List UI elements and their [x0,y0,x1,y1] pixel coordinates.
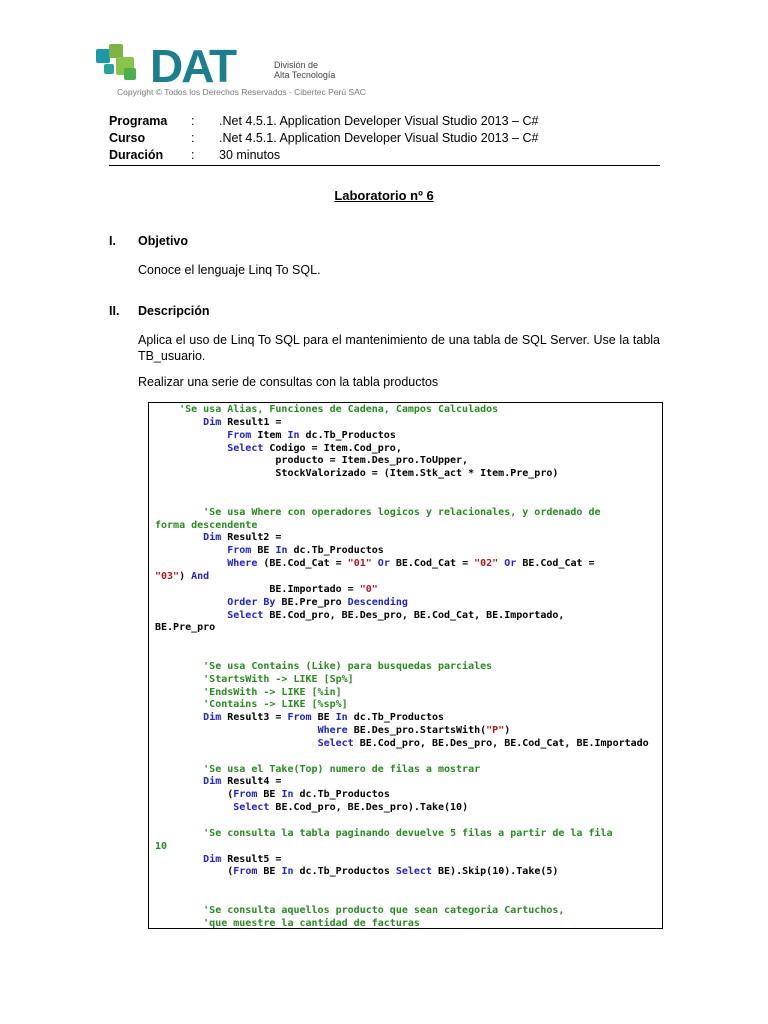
code-token: Dim [203,853,222,865]
code-line [155,404,662,417]
code-token: Where [227,558,258,570]
code-listing [148,402,663,929]
code-token: In [275,545,288,557]
code-line [155,417,662,430]
code-line [155,854,662,867]
code-token: From [227,545,252,557]
code-line [155,430,662,443]
code-line [155,532,662,545]
code-token: 'Se usa Contains (Like) para busquedas parciales [155,660,493,672]
code-token: Result4 = [221,776,282,788]
info-row-duracion [109,147,660,164]
code-token: 10 [155,840,168,852]
code-line [155,905,662,918]
code-token: Dim [203,712,222,724]
code-line [155,674,662,687]
code-token: 'Se usa Alias, Funciones de Cadena, Campos Calculados [155,404,499,415]
code-line [155,661,662,674]
code-line [155,879,662,892]
code-token [155,545,227,556]
descripcion-text-2: Realizar una serie de consultas con la tabla productos [138,375,439,389]
section-title: Descripción [138,304,210,318]
code-line [155,481,662,494]
code-token: BE [251,545,276,557]
code-line [155,712,662,725]
code-token: From [287,712,312,724]
section-number: II. [109,304,120,318]
code-token: Result2 = [221,532,282,544]
code-line [155,815,662,828]
code-token: Or [377,558,390,570]
code-line [155,918,662,929]
code-line [155,764,662,777]
code-token: BE).Skip(10).Take(5) [432,866,559,878]
code-token: Where [317,725,348,737]
info-colon: : [191,114,195,128]
code-token: dc.Tb_Productos [347,712,445,724]
code-line [155,789,662,802]
code-token: Select [227,609,264,621]
code-token: BE.Cod_Cat = [516,558,595,570]
lab-title: Laboratorio nº 6 [334,188,434,203]
code-token: BE [257,789,282,801]
copyright: Copyright © Todos los Derechos Reservados - Cibertec Perú SAC [117,87,366,97]
code-token: BE [257,866,282,878]
code-line [155,545,662,558]
code-line [155,802,662,815]
code-token [155,738,318,749]
code-token: "0" [359,583,378,595]
code-token: Select [395,866,432,878]
code-line [155,635,662,648]
code-token: 'que muestre la cantidad de facturas [155,917,420,929]
code-token: 'StartsWith -> LIKE [Sp%] [155,673,354,685]
code-token: "03" [155,570,180,582]
code-token: BE.Cod_Cat = [389,558,475,570]
code-token: Dim [203,416,222,428]
info-key: Programa [109,114,168,128]
code-token: In [281,866,294,878]
code-token: Select [233,802,270,814]
logo-text: DAT [150,42,236,90]
code-token: 'Se usa Where con operadores logicos y relacionales, y ordenado de [155,506,601,518]
code-token: BE [311,712,336,724]
code-token: ( [155,789,234,801]
code-token: forma descendente [155,519,258,531]
code-token: Item [251,429,288,441]
info-row-programa [109,113,660,130]
code-token: producto = Item.Des_pro.ToUpper, [155,455,469,467]
code-token [155,802,233,813]
code-token: BE.Cod_pro, BE.Des_pro).Take(10) [269,802,469,814]
code-line [155,455,662,468]
code-line [155,558,662,571]
info-key: Duración [109,148,164,162]
code-token [155,417,203,428]
code-token: And [191,570,210,582]
code-token [155,597,227,608]
code-token: BE.Pre_pro [275,596,348,608]
code-line [155,520,662,533]
code-token: In [287,429,300,441]
code-token: Or [504,558,517,570]
logo-subtitle-2: Alta Tecnología [274,70,336,80]
code-line [155,866,662,879]
code-line [155,507,662,520]
code-token: dc.Tb_Productos [293,866,396,878]
code-line [155,597,662,610]
code-token: ) [504,725,511,737]
code-token: ) [179,570,192,582]
code-line [155,571,662,584]
code-line [155,776,662,789]
info-colon: : [191,131,195,145]
code-line [155,841,662,854]
section-descripcion-heading [109,304,210,318]
code-token: BE.Importado = [155,583,360,595]
dat-logo-graphic [94,42,354,90]
code-token: dc.Tb_Productos [287,545,384,557]
code-token: From [227,429,252,441]
code-token: 'Se usa el Take(Top) numero de filas a mostrar [155,763,481,775]
section-title: Objetivo [138,234,189,248]
code-line [155,892,662,905]
course-info [109,113,660,166]
code-line [155,828,662,841]
code-token: "P" [486,725,505,737]
code-token [155,610,227,621]
code-token: "01" [347,558,372,570]
descripcion-text-1: Aplica el uso de Linq To SQL para el mantenimiento de una tabla de SQL Server. Use la tabla TB_usuario. [138,333,660,363]
info-value: .Net 4.5.1. Application Developer Visual Studio 2013 – C# [219,131,539,145]
code-line [155,622,662,635]
code-token: dc.Tb_Productos [299,429,396,441]
code-token: Result5 = [221,853,282,865]
logo-subtitle-1: División de [274,60,319,70]
section-objetivo-heading [109,234,188,248]
code-line [155,584,662,597]
code-token: Dim [203,532,222,544]
code-token [155,532,203,543]
info-value: .Net 4.5.1. Application Developer Visual Studio 2013 – C# [219,114,539,128]
info-key: Curso [109,131,146,145]
dat-logo [94,42,354,90]
code-token: In [335,712,348,724]
code-token: ( [155,866,234,878]
code-token: Order By [227,596,276,608]
code-token: Codigo = Item.Cod_pro, [263,442,402,454]
code-token: 'Se consulta aquellos producto que sean categoria Cartuchos, [155,904,565,916]
code-line [155,494,662,507]
code-token: Select [227,442,264,454]
code-token: From [233,789,258,801]
code-line [155,443,662,456]
info-row-curso [109,130,660,147]
code-token: dc.Tb_Productos [293,789,390,801]
code-token: 'Contains -> LIKE [%sp%] [155,699,348,711]
code-token: BE.Pre_pro [155,622,216,634]
code-token [155,854,203,865]
code-line [155,468,662,481]
code-token: BE.Cod_pro, BE.Des_pro, BE.Cod_Cat, BE.Importado [353,737,649,749]
code-line [155,725,662,738]
code-line [155,699,662,712]
code-token [155,558,227,569]
code-token: BE.Cod_pro, BE.Des_pro, BE.Cod_Cat, BE.Importado, [263,609,565,621]
code-token [155,725,318,736]
code-token: Dim [203,776,222,788]
info-colon: : [191,148,195,162]
code-token: Descending [347,596,408,608]
code-token: Result1 = [221,416,282,428]
code-token: BE.Des_pro.StartsWith( [347,725,487,737]
code-token: StockValorizado = (Item.Stk_act * Item.Pre_pro) [155,468,559,480]
code-token: In [281,789,294,801]
info-value: 30 minutos [219,148,281,162]
code-token: "02" [474,558,499,570]
code-token [155,712,203,723]
code-token [155,776,203,787]
code-token: (BE.Cod_Cat = [257,558,348,570]
code-line [155,751,662,764]
code-line [155,610,662,623]
code-token: 'Se consulta la tabla paginando devuelve 5 filas a partir de la fila [155,827,613,839]
code-token [155,443,227,454]
code-token: From [233,866,258,878]
code-token [155,430,227,441]
code-line [155,687,662,700]
code-line [155,648,662,661]
code-token: Select [317,737,354,749]
objetivo-text: Conoce el lenguaje Linq To SQL. [138,263,321,277]
section-number: I. [109,234,116,248]
code-token: 'EndsWith -> LIKE [%in] [155,686,342,698]
code-line [155,738,662,751]
code-token: Result3 = [221,712,288,724]
